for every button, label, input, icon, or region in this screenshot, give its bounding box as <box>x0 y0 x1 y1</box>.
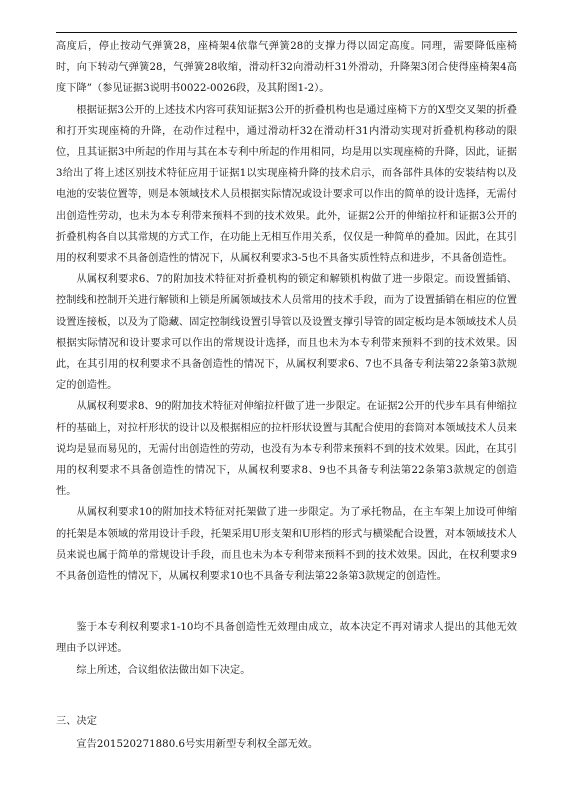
paragraph-summary: 综上所述，合议组依法做出如下决定。 <box>76 664 251 676</box>
paragraph-claim-10: 从属权利要求10的附加技术特征对托架做了进一步限定。为了承托物品，在主车架上加设可伸缩的托架是本领域的常用设计手段，托架采用U形支架和U形档的形式与横梁配合设置，对本领域技术人员来说也属于简单的常规设计手段，而且也未为本专利带来预料不到的技术效果。因此，在权利要求9不具备创造性的情况下，从属权利要求10也不具备专利法第22条第3款规定的创造性。 <box>56 507 517 583</box>
paragraph-claims-6-7: 从属权利要求6、7的附加技术特征对折叠机构的锁定和解锁机构做了进一步限定。而设置插销、控制线和控制开关进行解锁和上锁是所属领域技术人员常用的技术手段，而为了设置插销在相应的位置设置连接板，以及为了隐藏、固定控制线设置引导管以及设置支撑引导管的固定板均是本领域技术人员根据实际情况和设计要求可以作出的常规设计选择，而且也未为本专利带来预料不到的技术效果。因此，在其引用的权利要求不具备创造性的情况下，从属权利要求6、7也不具备专利法第22条第3款规定的创造性。 <box>56 274 517 392</box>
paragraph-conclusion-invalid: 鉴于本专利权利要求1-10均不具备创造性无效理由成立，故本决定不再对请求人提出的其他无效理由予以评述。 <box>56 622 517 655</box>
section-heading-decision: 三、决定 <box>56 715 97 727</box>
paragraph-continuation: 高度后，停止按动气弹簧28，座椅架4依靠气弹簧28的支撑力得以固定高度。同理，需要降低座椅时，向下转动气弹簧28，气弹簧28收缩，滑动杆32向滑动杆31外滑动，升降架3闭合使得座椅架4高度下降”（参见证据3说明书0022-0026段，及其附图1-2）。 <box>56 41 517 95</box>
paragraph-claims-8-9: 从属权利要求8、9的附加技术特征对伸缩拉杆做了进一步限定。在证据2公开的代步车具有伸缩拉杆的基础上，对拉杆形状的设计以及根据相应的拉杆形状设置与其配合使用的套筒对本领域技术人员来说均是显而易见的，无需付出创造性的劳动，也没有为本专利带来预料不到的技术效果。因此，在其引用的权利要求不具备创造性的情况下，从属权利要求8、9也不具备专利法第22条第3款规定的创造性。 <box>56 401 517 498</box>
paragraph-evidence-3-analysis: 根据证据3公开的上述技术内容可获知证据3公开的折叠机构也是通过座椅下方的X型交叉架的折叠和打开实现座椅的升降，在动作过程中，通过滑动杆32在滑动杆31内滑动实现对折叠机构移动的限位，且其证据3中所起的作用与其在本专利中所起的作用相同，均是用以实现座椅的升降，因此，证据3给出了将上述区别技术特征应用于证据1以实现座椅升降的技术启示，而各部件具体的安装结构以及电池的安装位置等，则是本领域技术人员根据实际情况或设计要求可以作出的简单的设计选择，无需付出创造性劳动，也未为本专利带来预料不到的技术效果。此外，证据2公开的伸缩拉杆和证据3公开的折叠机构各自以其常规的方式工作，在功能上无相互作用关系，仅仅是一种简单的叠加。因此，在其引用的权利要求不具备创造性的情况下，从属权利要求3-5也不具备实质性特点和进步，不具备创造性。 <box>56 104 517 265</box>
decision-text: 宣告201520271880.6号实用新型专利权全部无效。 <box>76 739 319 751</box>
header-rule <box>56 32 517 33</box>
